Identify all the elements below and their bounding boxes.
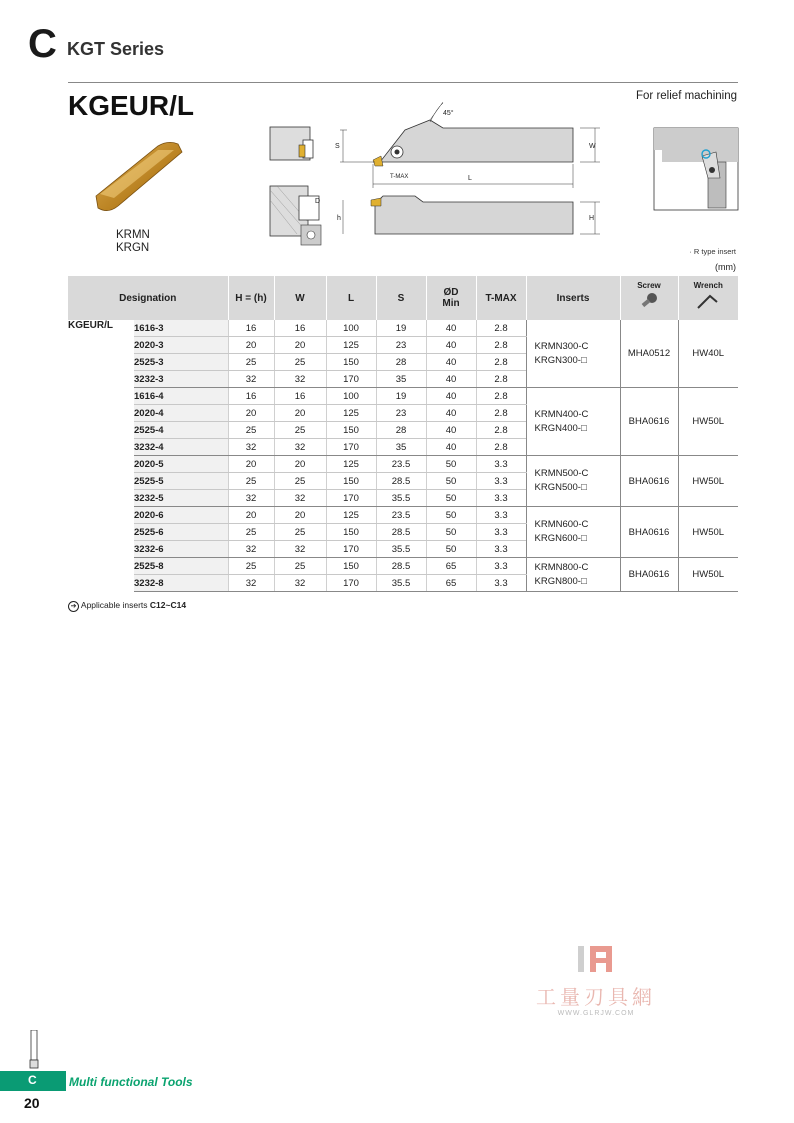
col-h: H = (h) — [228, 276, 274, 320]
header-divider — [68, 82, 738, 83]
col-s: S — [376, 276, 426, 320]
l-cell: 170 — [326, 541, 376, 558]
table-row — [68, 456, 738, 473]
inserts-cell — [526, 456, 620, 507]
l-cell: 150 — [326, 524, 376, 541]
footer-tab-letter: C — [28, 1073, 37, 1087]
s-cell: 28 — [376, 422, 426, 439]
applicable-note — [68, 600, 186, 612]
s-cell: 28.5 — [376, 473, 426, 490]
wrench-cell: HW50L — [678, 388, 738, 456]
watermark-url: WWW.GLRJW.COM — [557, 1010, 635, 1017]
h-cell: 32 — [228, 371, 274, 388]
s-cell: 19 — [376, 320, 426, 337]
w-cell: 32 — [274, 371, 326, 388]
table-row — [68, 388, 738, 405]
product-title: KGEUR/L — [68, 90, 194, 121]
w-cell: 16 — [274, 388, 326, 405]
code-cell: 3232-3 — [134, 371, 228, 388]
od-cell: 40 — [426, 405, 476, 422]
w-cell: 32 — [274, 575, 326, 592]
code-cell: 3232-5 — [134, 490, 228, 507]
inserts-cell — [526, 507, 620, 558]
tool-holder-drawing — [265, 100, 610, 255]
od-cell: 40 — [426, 371, 476, 388]
od-cell: 50 — [426, 524, 476, 541]
code-cell: 2020-5 — [134, 456, 228, 473]
tmax-cell: 2.8 — [476, 388, 526, 405]
inserts-cell — [526, 388, 620, 456]
wrench-cell: HW50L — [678, 456, 738, 507]
code-cell: 3232-8 — [134, 575, 228, 592]
w-cell: 25 — [274, 422, 326, 439]
s-cell: 35.5 — [376, 490, 426, 507]
s-cell: 28 — [376, 354, 426, 371]
code-cell: 3232-6 — [134, 541, 228, 558]
col-wrench-label: Wrench — [693, 281, 723, 290]
od-cell: 50 — [426, 490, 476, 507]
h-cell: 25 — [228, 422, 274, 439]
insert-labels — [116, 229, 150, 255]
l-cell: 170 — [326, 439, 376, 456]
col-inserts: Inserts — [526, 276, 620, 320]
wrench-cell: HW50L — [678, 507, 738, 558]
col-screw — [620, 276, 678, 320]
spec-table — [68, 276, 738, 592]
h-cell: 16 — [228, 388, 274, 405]
tmax-cell: 3.3 — [476, 507, 526, 524]
w-cell: 25 — [274, 558, 326, 575]
series-title: KGT Series — [67, 39, 165, 59]
s-cell: 23 — [376, 405, 426, 422]
tmax-cell: 3.3 — [476, 490, 526, 507]
s-cell: 28.5 — [376, 524, 426, 541]
r-type-note: · R type insert — [689, 247, 736, 256]
dim-l: L — [468, 175, 472, 182]
watermark — [528, 944, 664, 1017]
od-cell: 65 — [426, 558, 476, 575]
code-cell: 2020-6 — [134, 507, 228, 524]
family-cell: KGEUR/L — [68, 320, 113, 331]
tmax-cell: 3.3 — [476, 524, 526, 541]
screw-cell: MHA0512 — [620, 320, 678, 388]
inserts-cell — [526, 558, 620, 592]
tool-icon — [26, 1030, 42, 1070]
s-cell: 19 — [376, 388, 426, 405]
h-cell: 20 — [228, 456, 274, 473]
w-cell: 20 — [274, 507, 326, 524]
dim-s: S — [335, 143, 340, 150]
l-cell: 125 — [326, 456, 376, 473]
tmax-cell: 3.3 — [476, 575, 526, 592]
l-cell: 150 — [326, 354, 376, 371]
l-cell: 170 — [326, 490, 376, 507]
screw-cell: BHA0616 — [620, 558, 678, 592]
code-cell: 2525-4 — [134, 422, 228, 439]
col-wrench — [678, 276, 738, 320]
screw-cell: BHA0616 — [620, 388, 678, 456]
dim-d: D — [315, 198, 321, 205]
code-cell: 2525-8 — [134, 558, 228, 575]
code-cell: 1616-4 — [134, 388, 228, 405]
l-cell: 150 — [326, 422, 376, 439]
s-cell: 28.5 — [376, 558, 426, 575]
code-cell: 2525-5 — [134, 473, 228, 490]
l-cell: 125 — [326, 337, 376, 354]
wrench-cell: HW40L — [678, 320, 738, 388]
insert-label-krgn: KRGN — [116, 242, 150, 254]
watermark-text: 工量刃具網 — [536, 987, 656, 1009]
h-cell: 25 — [228, 524, 274, 541]
applicable-pages[interactable]: C12~C14 — [149, 600, 187, 610]
screw-cell: BHA0616 — [620, 456, 678, 507]
tmax-cell: 2.8 — [476, 405, 526, 422]
od-cell: 40 — [426, 388, 476, 405]
col-w: W — [274, 276, 326, 320]
section-letter: C — [28, 22, 57, 66]
tmax-cell: 3.3 — [476, 456, 526, 473]
od-cell: 40 — [426, 320, 476, 337]
watermark-logo — [576, 944, 616, 976]
tmax-cell: 2.8 — [476, 354, 526, 371]
w-cell: 20 — [274, 456, 326, 473]
insert-label-krmn: KRMN — [116, 229, 150, 241]
insert-code: KRGN800-□ — [534, 575, 587, 587]
od-cell: 50 — [426, 507, 476, 524]
l-cell: 125 — [326, 405, 376, 422]
dim-w: W — [589, 143, 596, 150]
insert-code: KRGN600-□ — [534, 533, 587, 544]
code-cell: 2525-6 — [134, 524, 228, 541]
tmax-cell: 3.3 — [476, 473, 526, 490]
h-cell: 20 — [228, 405, 274, 422]
dim-angle: 45° — [443, 110, 454, 117]
l-cell: 170 — [326, 575, 376, 592]
insert-code: KRMN800-C — [534, 561, 589, 573]
l-cell: 170 — [326, 371, 376, 388]
s-cell: 23.5 — [376, 456, 426, 473]
l-cell: 150 — [326, 473, 376, 490]
col-screw-label: Screw — [637, 281, 661, 290]
table-row — [68, 507, 738, 524]
w-cell: 16 — [274, 320, 326, 337]
tmax-cell: 2.8 — [476, 422, 526, 439]
unit-label: (mm) — [715, 262, 736, 272]
col-od — [426, 276, 476, 320]
w-cell: 32 — [274, 439, 326, 456]
od-cell: 40 — [426, 439, 476, 456]
od-cell: 50 — [426, 456, 476, 473]
tmax-cell: 2.8 — [476, 439, 526, 456]
code-cell: 2020-3 — [134, 337, 228, 354]
code-cell: 1616-3 — [134, 320, 228, 337]
tmax-cell: 2.8 — [476, 337, 526, 354]
w-cell: 20 — [274, 337, 326, 354]
page-number: 20 — [24, 1095, 40, 1111]
tmax-cell: 3.3 — [476, 541, 526, 558]
w-cell: 20 — [274, 405, 326, 422]
col-tmax: T-MAX — [476, 276, 526, 320]
l-cell: 100 — [326, 320, 376, 337]
col-l: L — [326, 276, 376, 320]
col-od-sub: Min — [442, 298, 460, 309]
insert-image — [88, 136, 188, 218]
w-cell: 32 — [274, 541, 326, 558]
code-cell: 3232-4 — [134, 439, 228, 456]
s-cell: 23.5 — [376, 507, 426, 524]
h-cell: 20 — [228, 337, 274, 354]
h-cell: 32 — [228, 439, 274, 456]
insert-code: KRMN500-C — [534, 468, 589, 479]
h-cell: 32 — [228, 575, 274, 592]
h-cell: 25 — [228, 473, 274, 490]
code-cell: 2020-4 — [134, 405, 228, 422]
col-designation: Designation — [68, 276, 228, 320]
od-cell: 40 — [426, 422, 476, 439]
dim-h-large: H — [589, 215, 595, 222]
s-cell: 35.5 — [376, 541, 426, 558]
footer-title: Multi functional Tools — [69, 1075, 193, 1089]
table-row — [68, 320, 738, 337]
w-cell: 25 — [274, 354, 326, 371]
w-cell: 32 — [274, 490, 326, 507]
arrow-icon: ➔ — [68, 601, 79, 612]
h-cell: 25 — [228, 558, 274, 575]
h-cell: 32 — [228, 490, 274, 507]
col-od-label: ØD — [443, 287, 459, 298]
code-cell: 2525-3 — [134, 354, 228, 371]
h-cell: 20 — [228, 507, 274, 524]
table-row — [68, 558, 738, 575]
wrench-cell: HW50L — [678, 558, 738, 592]
dim-tmax: T-MAX — [390, 174, 409, 180]
insert-code: KRMN600-C — [534, 519, 589, 530]
insert-code: KRGN500-□ — [534, 482, 587, 493]
wrench-icon — [695, 290, 721, 312]
od-cell: 65 — [426, 575, 476, 592]
relief-note: For relief machining — [636, 90, 737, 102]
h-cell: 16 — [228, 320, 274, 337]
l-cell: 100 — [326, 388, 376, 405]
table-header-row — [68, 276, 738, 320]
s-cell: 35 — [376, 371, 426, 388]
tmax-cell: 2.8 — [476, 371, 526, 388]
insert-code: KRMN400-C — [534, 408, 589, 420]
applicable-label: Applicable inserts — [80, 600, 148, 610]
insert-code: KRMN300-C — [534, 340, 589, 352]
relief-machining-diagram — [652, 126, 740, 212]
w-cell: 25 — [274, 473, 326, 490]
od-cell: 40 — [426, 337, 476, 354]
l-cell: 150 — [326, 558, 376, 575]
tmax-cell: 2.8 — [476, 320, 526, 337]
insert-code: KRGN400-□ — [534, 422, 587, 434]
dim-h-small: h — [337, 215, 341, 222]
w-cell: 25 — [274, 524, 326, 541]
h-cell: 32 — [228, 541, 274, 558]
s-cell: 35 — [376, 439, 426, 456]
od-cell: 40 — [426, 354, 476, 371]
h-cell: 25 — [228, 354, 274, 371]
s-cell: 35.5 — [376, 575, 426, 592]
insert-code: KRGN300-□ — [534, 354, 587, 366]
inserts-cell — [526, 320, 620, 388]
tmax-cell: 3.3 — [476, 558, 526, 575]
od-cell: 50 — [426, 473, 476, 490]
s-cell: 23 — [376, 337, 426, 354]
screw-cell: BHA0616 — [620, 507, 678, 558]
od-cell: 50 — [426, 541, 476, 558]
l-cell: 125 — [326, 507, 376, 524]
screw-icon — [638, 290, 660, 312]
